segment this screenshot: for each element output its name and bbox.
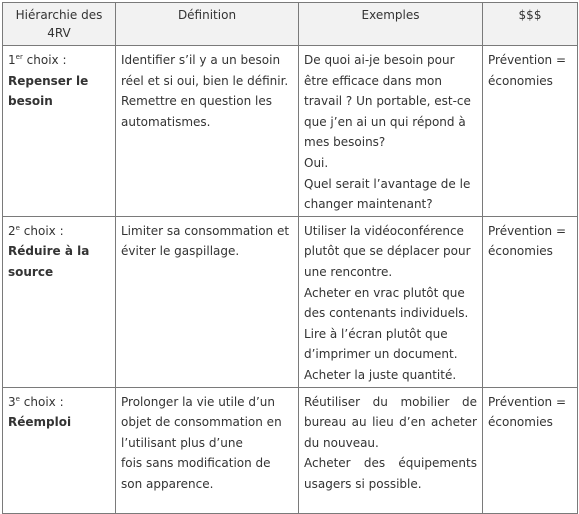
definition-line: Identifier s’il y a un besoin réel et si oui, bien le définir. — [121, 53, 289, 88]
choice-number: 1 — [8, 53, 16, 67]
table-row — [3, 387, 578, 513]
cost-cell: Prévention = économies — [483, 387, 578, 513]
example-line: Lire à l’écran plutôt que d’imprimer un document. — [304, 326, 458, 362]
definition-cell — [116, 46, 299, 217]
4rv-hierarchy-table — [2, 2, 578, 514]
header-examples: Exemples — [299, 3, 483, 46]
choice-name: Réemploi — [8, 415, 72, 430]
header-hierarchy: Hiérarchie des 4RV — [3, 3, 116, 46]
example-line: Réutiliser du mobilier de bureau au lieu d’en acheter du nouveau. — [304, 394, 477, 450]
example-line: Quel serait l’avantage de le changer maintenant? — [304, 176, 471, 212]
example-line: Acheter la juste quantité. — [304, 367, 457, 382]
hierarchy-cell — [3, 216, 116, 387]
hierarchy-cell — [3, 46, 116, 217]
hierarchy-cell — [3, 387, 116, 513]
header-definition: Définition — [116, 3, 299, 46]
definition-line: Remettre en question les automatismes. — [121, 94, 272, 129]
definition-line: fois sans modification de son apparence. — [121, 456, 271, 491]
definition-cell — [116, 216, 299, 387]
example-line: Oui. — [304, 155, 329, 170]
table-row — [3, 216, 578, 387]
definition-cell — [116, 387, 299, 513]
choice-ordinal-suffix: e — [15, 394, 20, 403]
header-cost: $$$ — [483, 3, 578, 46]
choice-name: Repenser le besoin — [8, 73, 89, 109]
table-header-row — [3, 3, 578, 46]
choice-number: 3 — [8, 394, 16, 409]
table-row — [3, 46, 578, 217]
choice-label: choix : — [26, 53, 67, 67]
definition-line: Limiter sa consommation et éviter le gaspillage. — [121, 223, 290, 259]
examples-cell — [299, 46, 483, 217]
choice-name: Réduire à la source — [8, 244, 90, 279]
choice-label: choix : — [23, 394, 64, 409]
choice-prefix — [8, 53, 67, 67]
choice-ordinal-suffix: er — [15, 53, 23, 61]
choice-number: 2 — [8, 223, 16, 238]
examples-cell — [299, 216, 483, 387]
example-line: Acheter en vrac plutôt que des contenants individuels. — [304, 285, 469, 321]
example-line: Utiliser la vidéoconférence plutôt que se déplacer pour une rencontre. — [304, 223, 471, 279]
choice-label: choix : — [23, 223, 64, 238]
choice-prefix — [8, 395, 64, 409]
choice-prefix — [8, 224, 64, 238]
example-line: Acheter des équipements usagers si possible. — [304, 456, 477, 491]
cost-cell: Prévention = économies — [483, 46, 578, 217]
cost-cell: Prévention = économies — [483, 216, 578, 387]
examples-cell — [299, 387, 483, 513]
choice-ordinal-suffix: e — [15, 223, 20, 232]
example-line: De quoi ai-je besoin pour être efficace dans mon travail ? Un portable, est-ce que j’en ai un qui répond à mes besoins? — [304, 53, 471, 150]
definition-line: Prolonger la vie utile d’un objet de consommation en l’utilisant plus d’une — [121, 394, 282, 450]
